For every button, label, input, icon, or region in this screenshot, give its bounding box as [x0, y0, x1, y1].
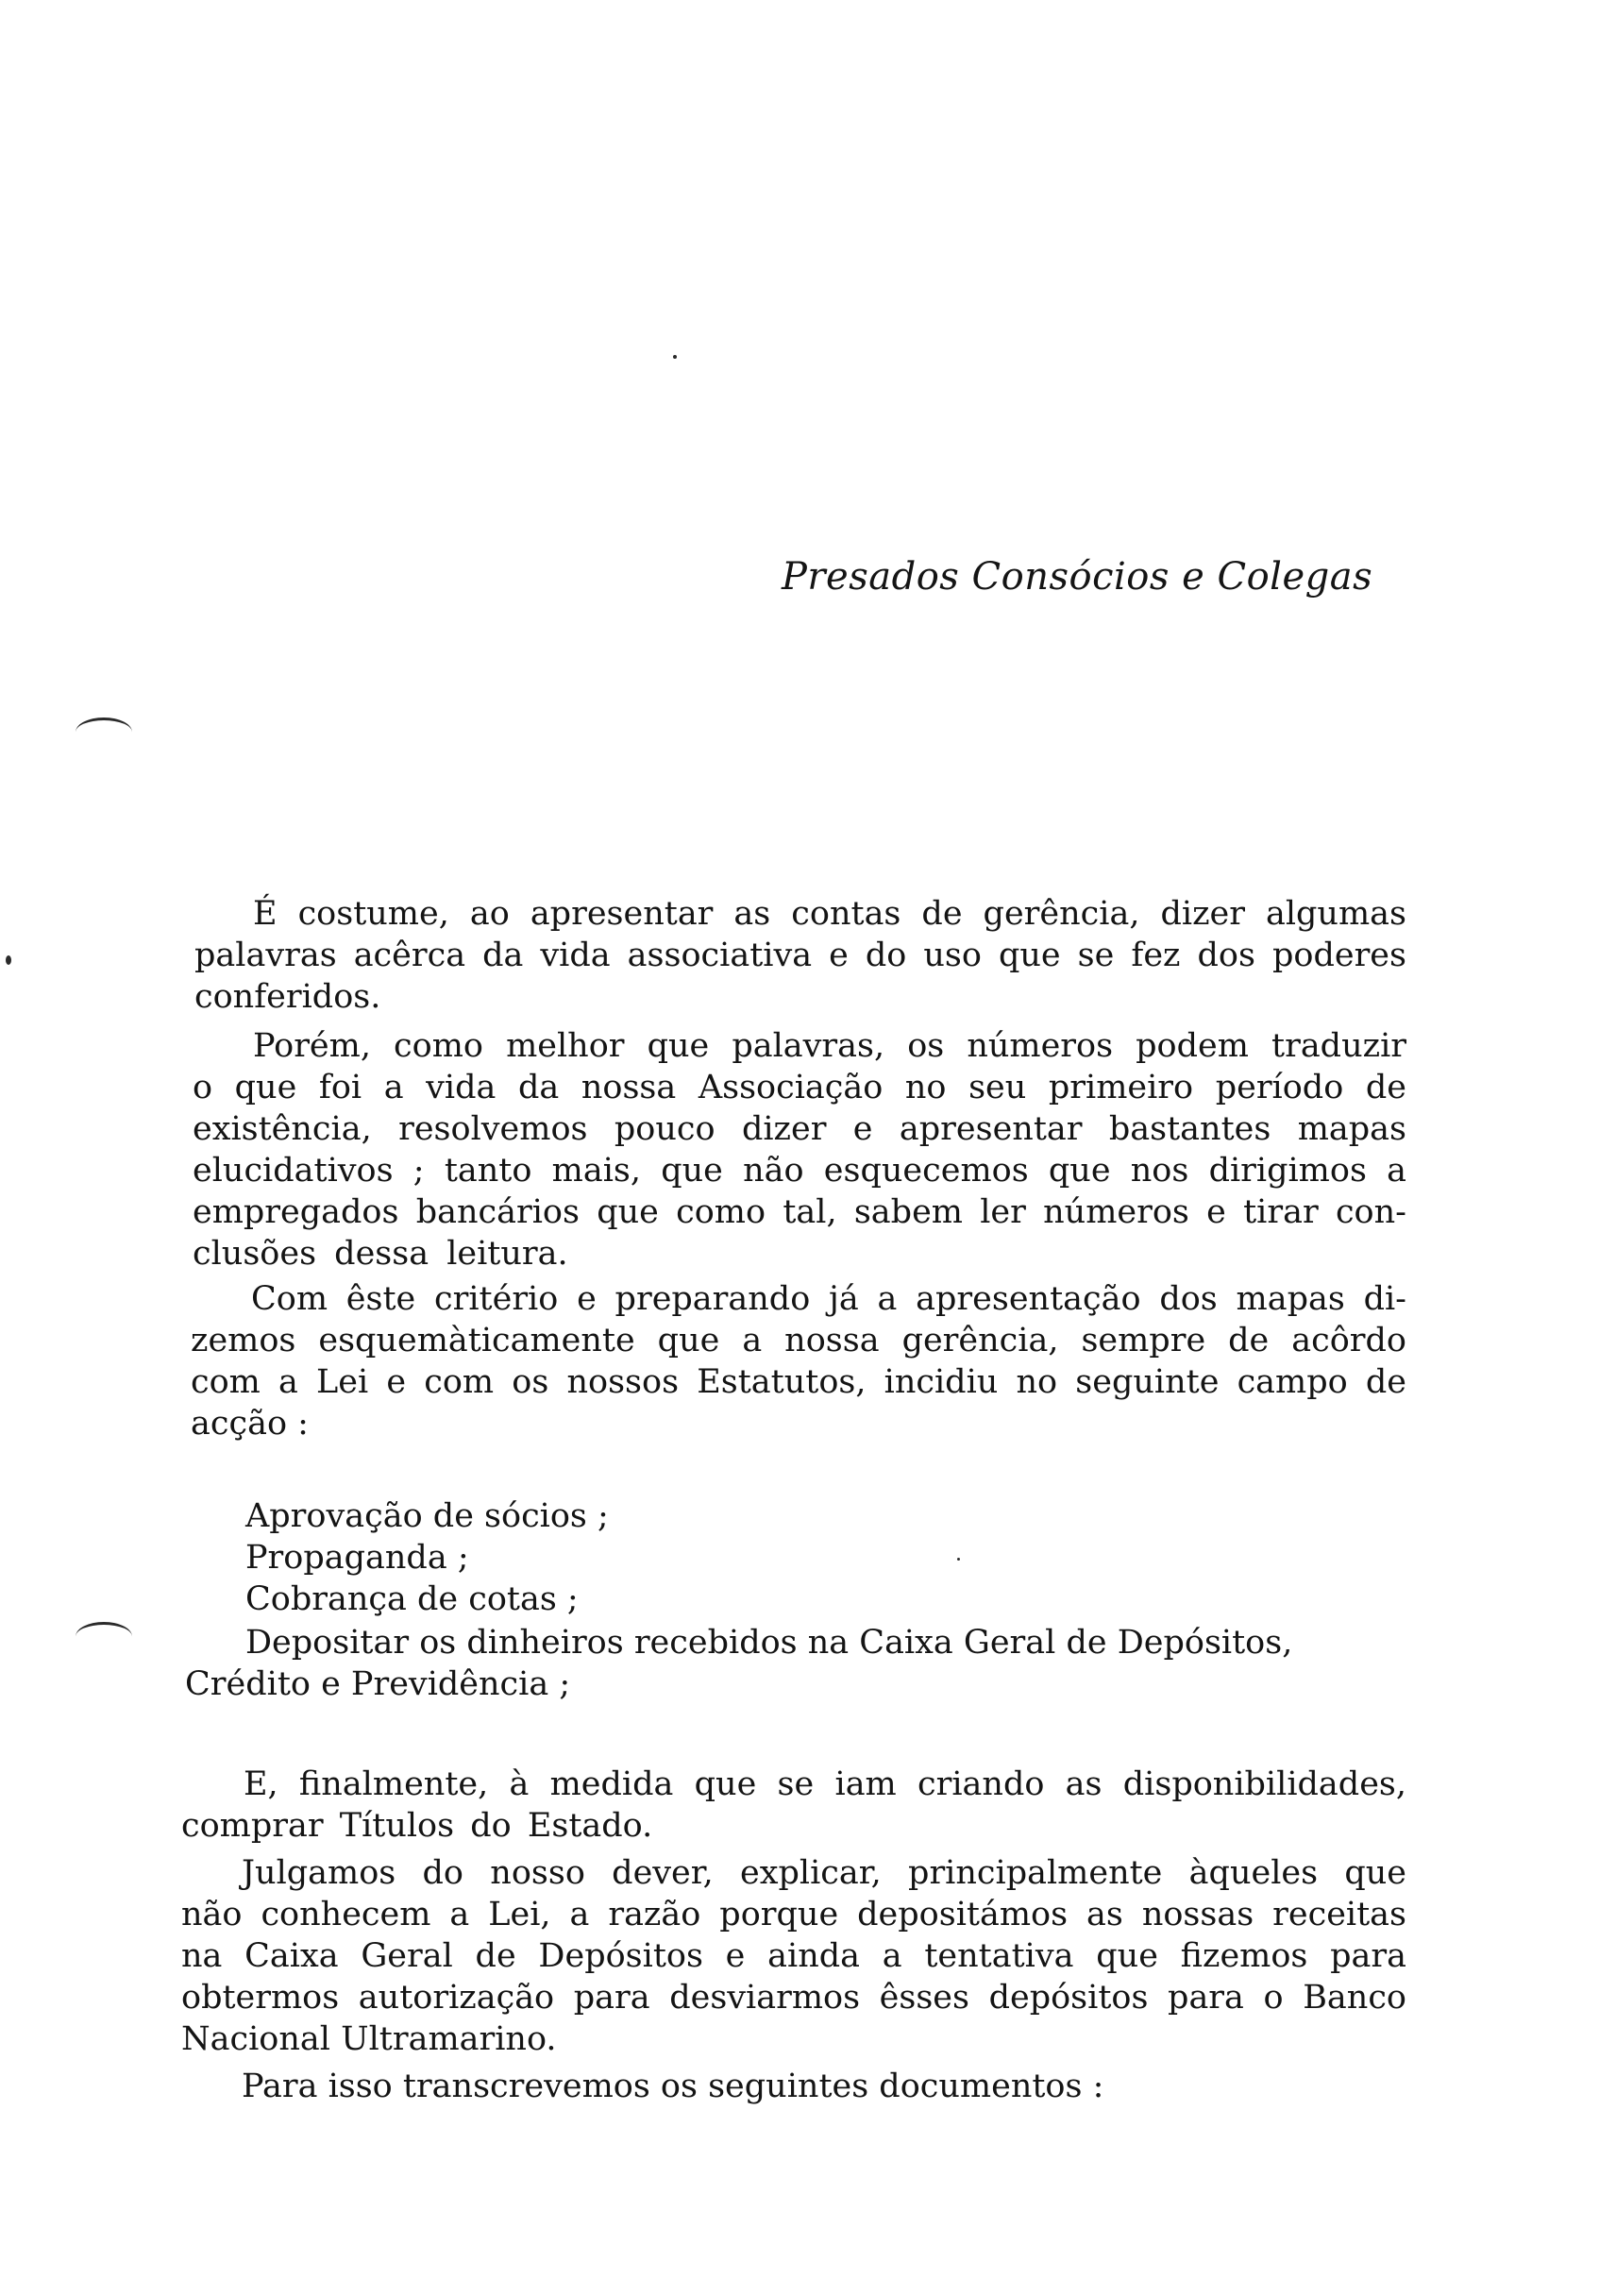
scan-curl-mark	[76, 1622, 132, 1651]
list-item: Aprovação de sócios ;	[245, 1497, 609, 1535]
list-item: Depositar os dinheiros recebidos na Caixa Geral de Depósitos,	[245, 1624, 1293, 1662]
scan-curl-mark	[76, 718, 132, 747]
text-line: É costume, ao apresentar as contas de gerência, dizer algumas	[253, 895, 1406, 933]
text-line: na Caixa Geral de Depósitos e ainda a tentativa que fizemos para	[181, 1937, 1406, 1975]
text-line: obtermos autorização para desviarmos êsses depósitos para o Banco	[181, 1979, 1406, 2017]
text-line: com a Lei e com os nossos Estatutos, incidiu no seguinte campo de	[191, 1363, 1406, 1401]
text-line: palavras acêrca da vida associativa e do uso que se fez dos poderes	[194, 937, 1406, 974]
scan-speck	[673, 355, 677, 359]
scan-speck	[957, 1558, 960, 1561]
text-line: existência, resolvemos pouco dizer e apresentar bastantes mapas	[193, 1110, 1406, 1148]
text-line: o que foi a vida da nossa Associação no seu primeiro período de	[193, 1069, 1406, 1106]
text-line: elucidativos ; tanto mais, que não esquecemos que nos dirigimos a	[193, 1152, 1406, 1190]
text-line: Para isso transcrevemos os seguintes documentos :	[242, 2068, 1104, 2105]
text-line: conferidos.	[194, 978, 381, 1016]
text-line: E, finalmente, à medida que se iam criando as disponibilidades,	[244, 1765, 1406, 1803]
list-item: Propaganda ;	[245, 1539, 469, 1577]
text-line: zemos esquemàticamente que a nossa gerência, sempre de acôrdo	[191, 1322, 1406, 1359]
salutation: Presados Consócios e Colegas	[782, 555, 1373, 599]
text-line: Nacional Ultramarino.	[181, 2020, 557, 2058]
scan-speck	[6, 955, 11, 965]
text-line: Porém, como melhor que palavras, os números podem traduzir	[253, 1027, 1406, 1065]
text-line: acção :	[191, 1405, 309, 1443]
text-line: não conhecem a Lei, a razão porque depositámos as nossas receitas	[181, 1896, 1406, 1933]
text-line: comprar Títulos do Estado.	[181, 1807, 653, 1845]
text-line: Julgamos do nosso dever, explicar, principalmente àqueles que	[242, 1854, 1406, 1892]
text-line: empregados bancários que como tal, sabem ler números e tirar con-	[193, 1193, 1406, 1231]
text-line: Com êste critério e preparando já a apresentação dos mapas di-	[251, 1280, 1406, 1318]
list-item: Crédito e Previdência ;	[185, 1665, 571, 1703]
list-item: Cobrança de cotas ;	[245, 1580, 579, 1618]
text-line: clusões dessa leitura.	[193, 1235, 568, 1273]
